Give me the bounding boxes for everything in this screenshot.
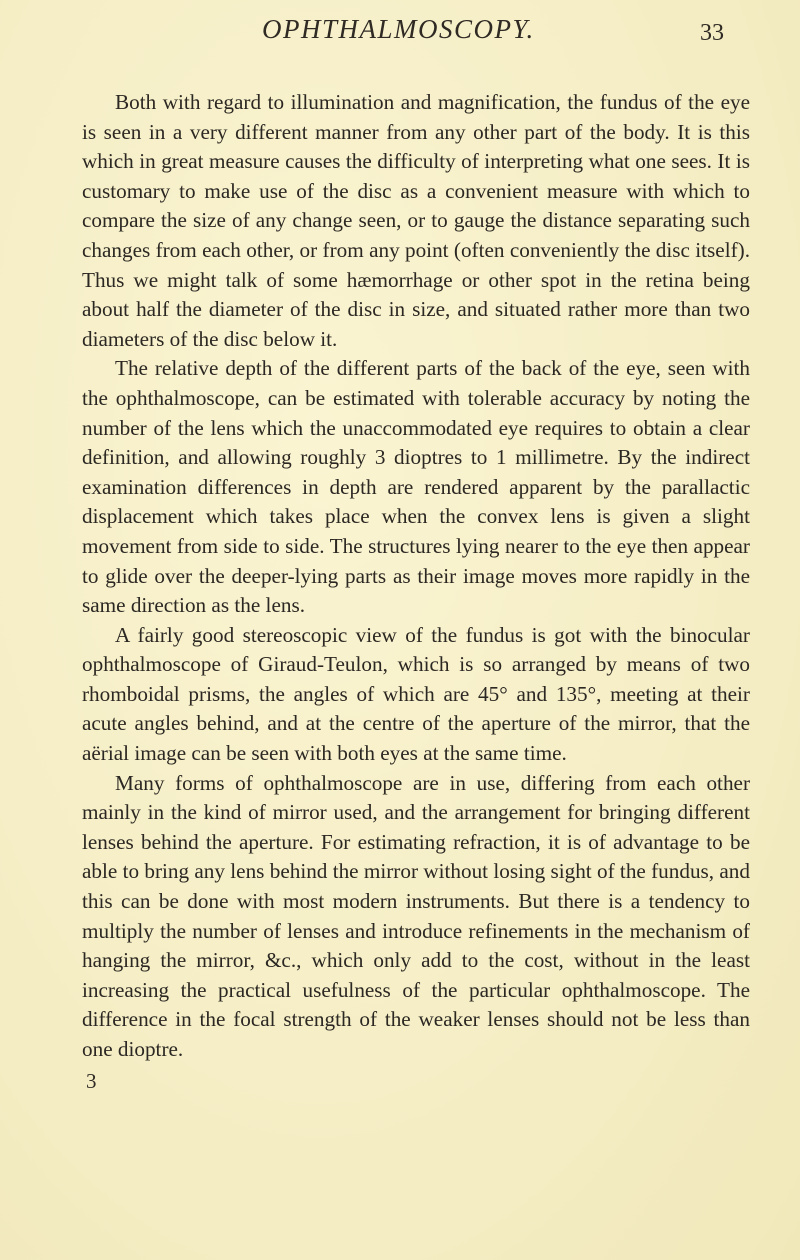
paragraph-illumination: Both with regard to illumination and magnification, the fundus of the eye is seen in a very different manner from any other part of the body. It is this which in great measure causes the difficulty of interpreting what one sees. It is customary to make use of the disc as a convenient measure with which to compare the size of any change seen, or to gauge the distance separating such changes from each other, or from any point (often conveniently the disc itself). Thus we might talk of some hæmorrhage or other spot in the retina being about half the diameter of the disc in size, and situated rather more than two diameters of the disc below it. [82,90,750,351]
paragraph-forms-of-ophthalmoscope: Many forms of ophthalmoscope are in use, differing from each other mainly in the kind of mirror used, and the arrangement for bringing different lenses behind the aperture. For estimating refraction, it is of advantage to be able to bring any lens behind the mirror without losing sight of the fundus, and this can be done with most modern instruments. But there is a tendency to multiply the number of lenses and introduce refinements in the mechanism of hanging the mirror, &c., which only add to the cost, without in the least increasing the practical usefulness of the particular ophthalmoscope. The difference in the focal strength of the weaker lenses should not be less than one dioptre. [82,770,750,1061]
body-text [82,88,750,1065]
signature-mark: 3 [86,1069,97,1093]
running-header [0,12,800,52]
paragraph-stereoscopic-view: A fairly good stereoscopic view of the fundus is got with the binocular ophthalmoscope of Giraud-Teulon, which is so arranged by means of two rhomboidal prisms, the angles of which are 45° and 135°, meeting at their acute angles behind, and at the centre of the aperture of the mirror, that the aërial image can be seen with both eyes at the same time. [82,622,750,766]
running-title: OPHTHALMOSCOPY. [262,14,535,44]
page-number: 33 [700,20,724,46]
paragraph-relative-depth: The relative depth of the different parts of the back of the eye, seen with the ophthalmoscope, can be estimated with tolerable accuracy by noting the number of the lens which the unaccommodated eye requires to obtain a clear definition, and allowing roughly 3 dioptres to 1 millimetre. By the indirect examination differences in depth are rendered apparent by the parallactic displacement which takes place when the convex lens is given a slight movement from side to side. The structures lying nearer to the eye then appear to glide over the deeper-lying parts as their image moves more rapidly in the same direction as the lens. [82,356,750,618]
